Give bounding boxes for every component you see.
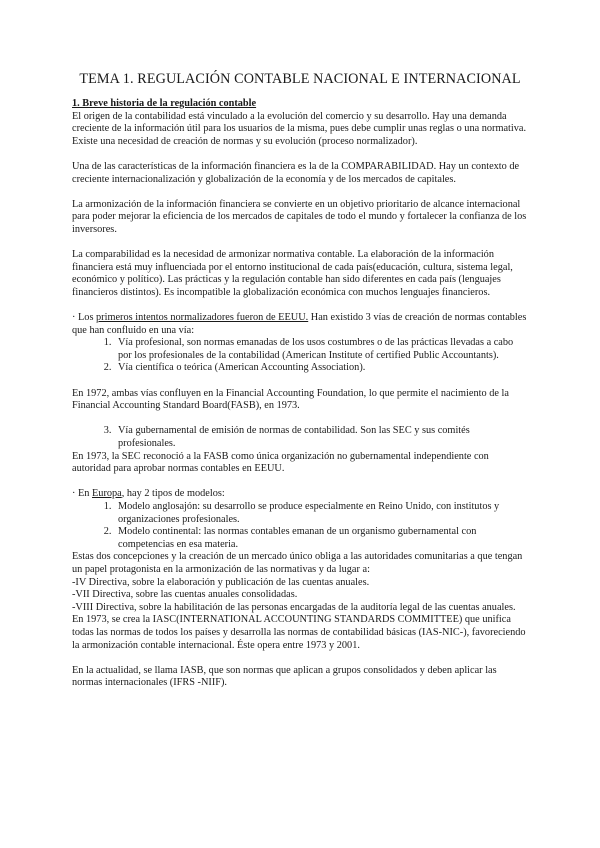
paragraph-harmonization: La armonización de la información financiera se convierte en un objetivo prioritario de alcance internacional para poder mejorar la eficiencia de los mercados de capitales de todo el mundo y fortalecer la confianza de los inversores.: [72, 198, 527, 235]
paragraph-europe: [72, 488, 528, 501]
directive-item: -IV Directiva, sobre la elaboración y publicación de las cuentas anuales.: [72, 576, 370, 588]
paragraph-europe-underlined: Europa: [92, 488, 122, 500]
paragraph-eeuu-suffix: Han existido 3 vías de creación de normas contables que han confluido en una vía:: [72, 312, 527, 336]
directive-item: -VII Directiva, sobre las cuentas anuales consolidadas.: [72, 589, 298, 601]
paragraph-conceptions: Estas dos concepciones y la creación de un mercado único obliga a las autoridades comunitarias a que tengan un papel protagonista en la armonización de las normativas y da lugar a:: [72, 551, 523, 575]
list-item: 1. Modelo anglosajón: su desarrollo se produce especialmente en Reino Unido, con institutos y organizaciones profesionales.: [114, 501, 528, 526]
numbered-list-vias: [72, 337, 528, 375]
list-item: 1. Vía profesional, son normas emanadas de los usos costumbres o de las prácticas llevadas a cabo por los profesionales de la contabilidad (American Institute of certified Public Accountants).: [114, 337, 528, 362]
paragraph-comparability-need: La comparabilidad es la necesidad de armonizar normativa contable. La elaboración de la información financiera está muy influenciada por el entorno institucional de cada país(educación, cultura, sistema legal, económico y político). Las prácticas y la regulación contable han sido diferentes en cada país (lenguajes financieros distintos). Es incompatible la globalización económica con muchos lenguajes financieros.: [72, 249, 513, 298]
directive-item: -VIII Directiva, sobre la habilitación de las personas encargadas de la auditoría legal de las cuentas anuales.: [72, 601, 516, 613]
paragraph-europe-prefix: · En: [72, 488, 93, 500]
paragraph-iasb: En la actualidad, se llama IASB, que son normas que aplican a grupos consolidados y deben aplicar las normas internacionales (IFRS -NIIF).: [72, 664, 497, 689]
paragraph-sec: En 1973, la SEC reconoció a la FASB como única organización no gubernamental independiente con autoridad para aprobar normas contables en EEUU.: [72, 450, 489, 475]
paragraph-fasb: En 1972, ambas vías confluyen en la Financial Accounting Foundation, lo que permite el nacimiento de la Financial Accounting Standard Board(FASB), en 1973.: [72, 387, 509, 412]
paragraph-origin: El origen de la contabilidad está vinculado a la evolución del comercio y su desarrollo. Hay una demanda creciente de la información útil para los usuarios de la misma, pues debe cumplir unas reglas o una normativa. Existe una necesidad de creación de normas y su evolución (proceso normalizador).: [72, 110, 527, 147]
list-item: 3. Vía gubernamental de emisión de normas de contabilidad. Son las SEC y sus comités profesionales.: [114, 425, 528, 450]
paragraph-eeuu-underlined: primeros intentos normalizadores fueron de EEUU.: [96, 312, 309, 324]
paragraph-iasc: En 1973, se crea la IASC(INTERNATIONAL ACCOUNTING STANDARDS COMMITTEE) que unifica todas las normas de todos los países y desarrolla las normas de contabilidad básicas (IAS-NIC-), favoreciendo la armonización contable internacional. Éste opera entre 1973 y 2001.: [72, 614, 526, 651]
list-item: 2. Vía científica o teórica (American Accounting Association).: [114, 362, 528, 375]
paragraph-eeuu-prefix: · Los: [72, 312, 97, 324]
paragraph-comparability: Una de las características de la información financiera es la de la COMPARABILIDAD. Hay un contexto de creciente internacionalización y globalización de la economía y de los mercados de capitales.: [72, 160, 520, 185]
list-item: 2. Modelo continental: las normas contables emanan de un organismo gubernamental con competencias en esa materia.: [114, 526, 528, 551]
numbered-list-models: [72, 501, 528, 551]
page-title: TEMA 1. REGULACIÓN CONTABLE NACIONAL E INTERNACIONAL: [79, 71, 521, 87]
paragraph-europe-suffix: , hay 2 tipos de modelos:: [121, 488, 225, 500]
numbered-list-via-3: [72, 425, 528, 450]
document-page: [72, 70, 528, 690]
section-heading: 1. Breve historia de la regulación contable: [72, 98, 257, 109]
paragraph-eeuu: [72, 312, 528, 337]
